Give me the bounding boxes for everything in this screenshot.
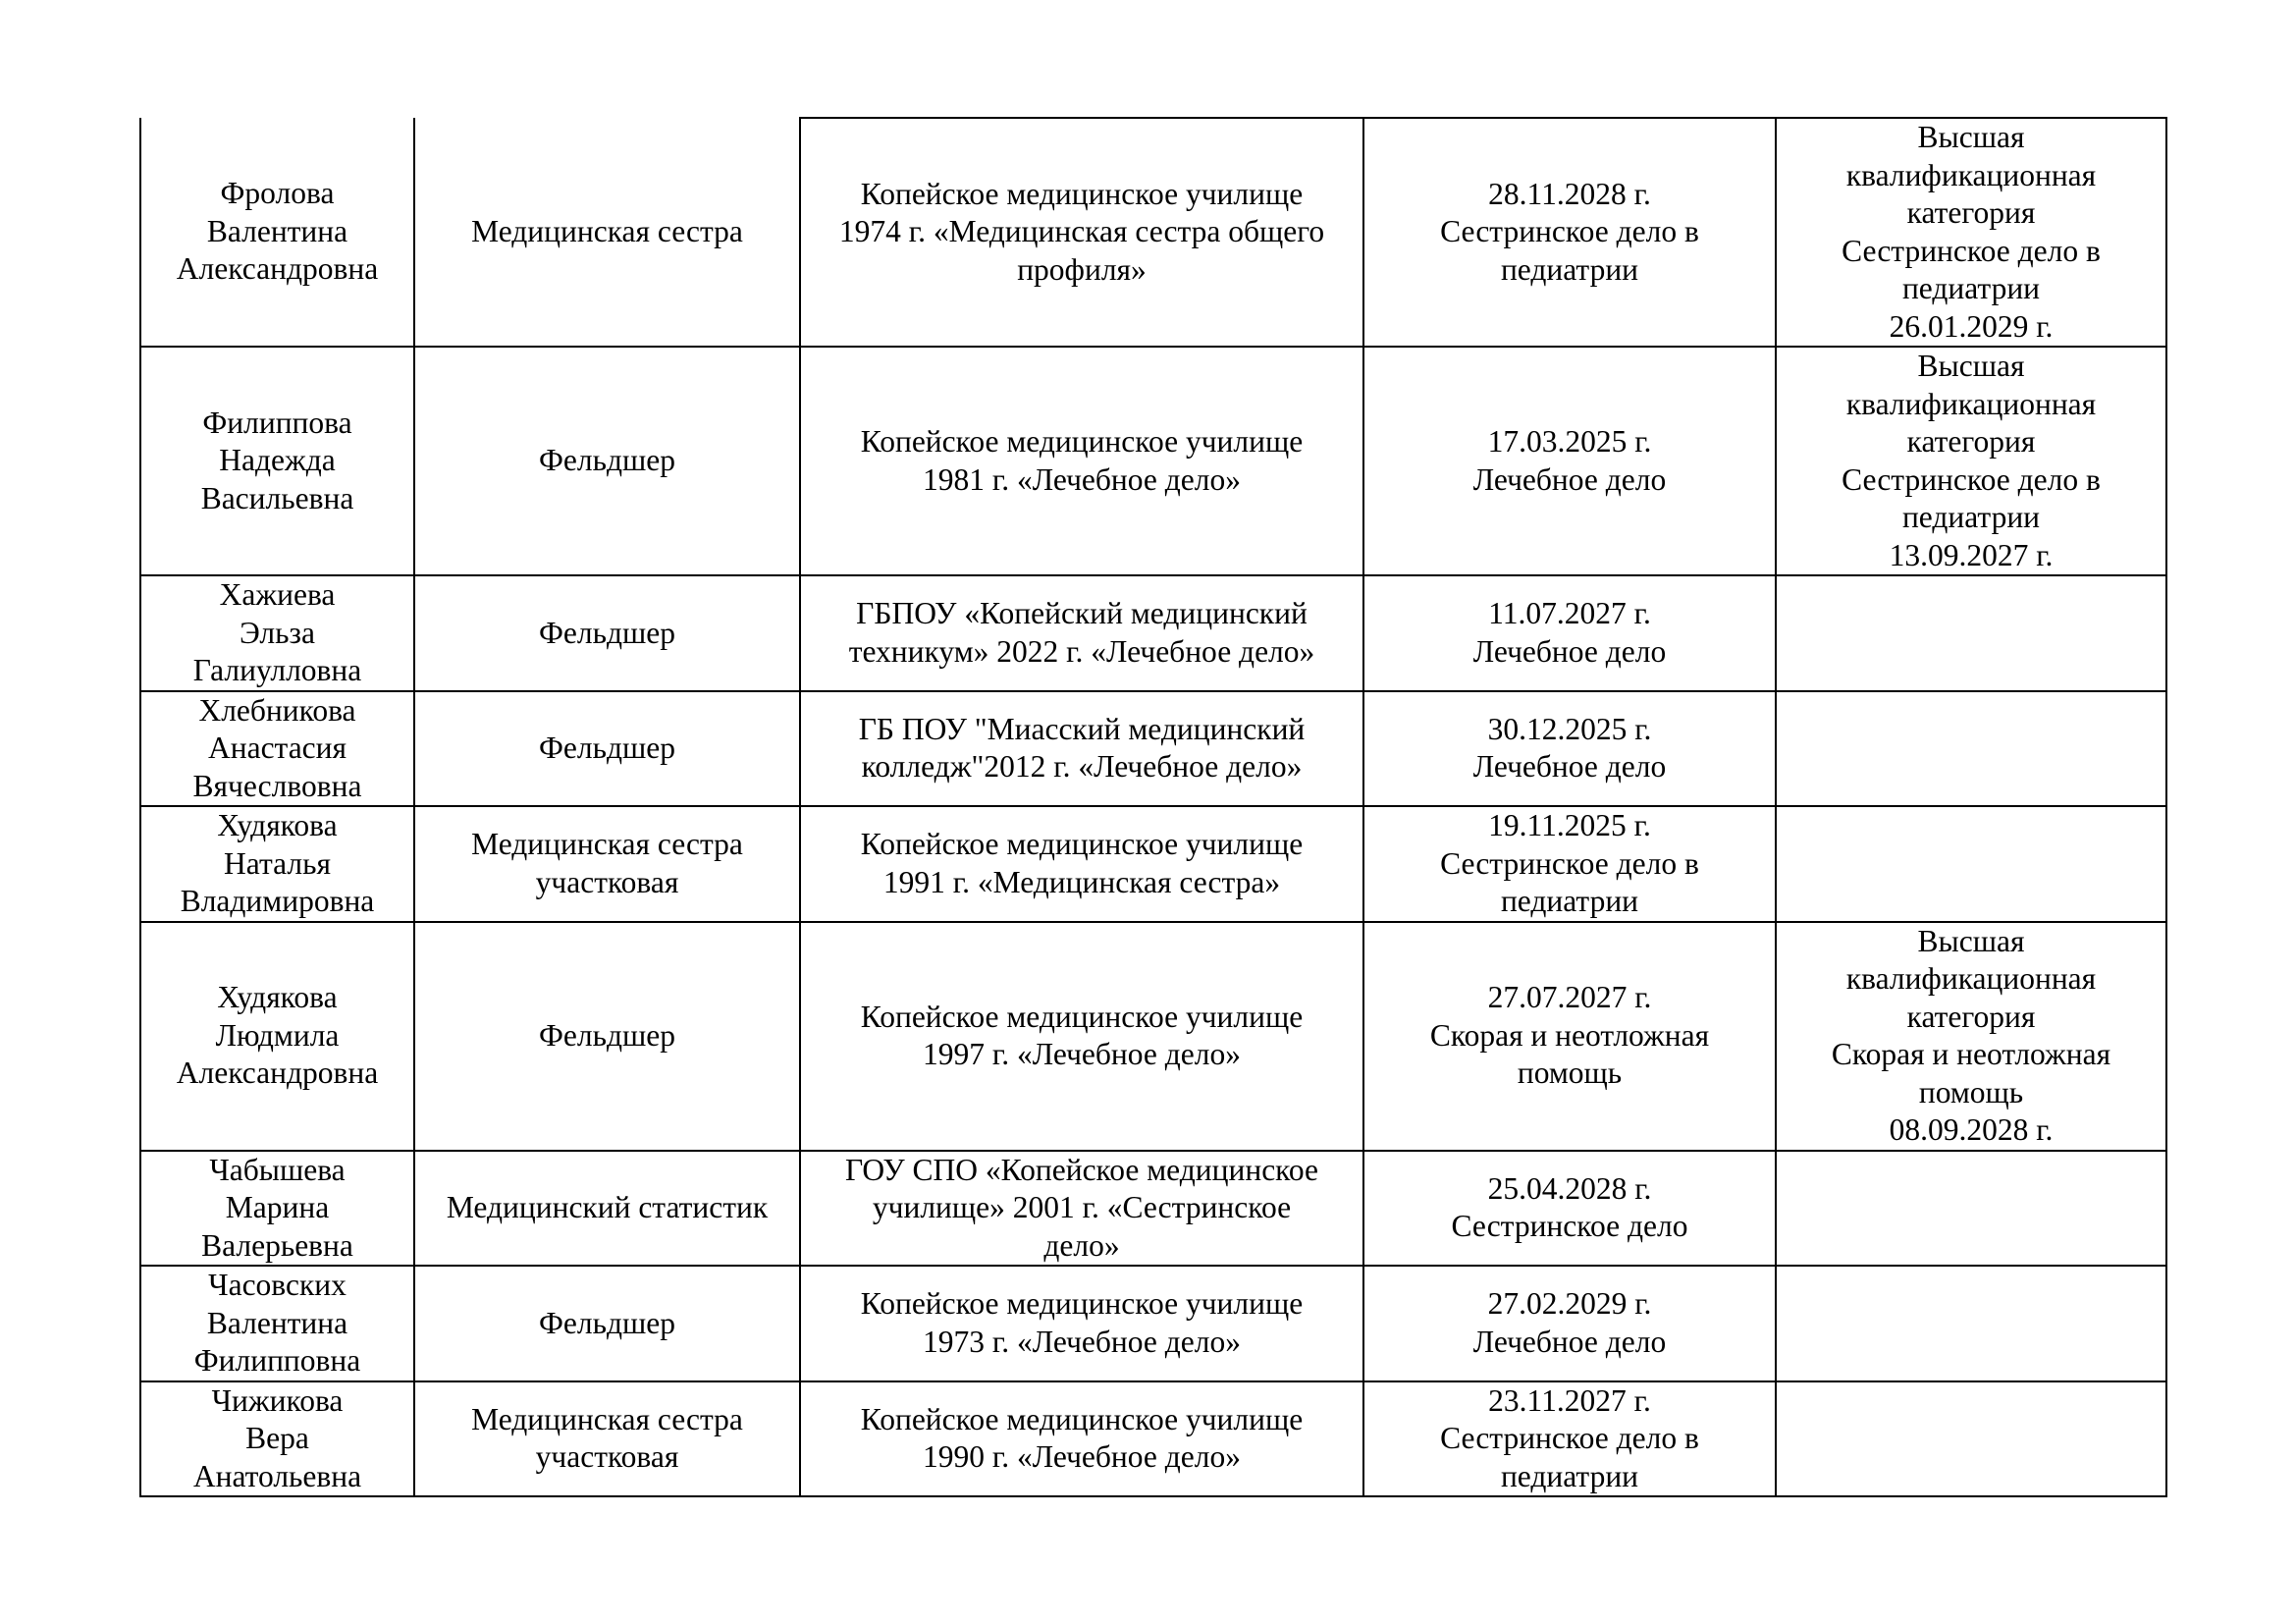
certificate-cell: 28.11.2028 г. Сестринское дело в педиатрии bbox=[1363, 118, 1776, 347]
education-cell: Копейское медицинское училище 1990 г. «Лечебное дело» bbox=[800, 1381, 1363, 1497]
category-cell bbox=[1776, 575, 2166, 691]
education-cell: ГБПОУ «Копейский медицинский техникум» 2022 г. «Лечебное дело» bbox=[800, 575, 1363, 691]
employee-name-cell: Худякова Наталья Владимировна bbox=[140, 806, 414, 922]
table-row bbox=[140, 806, 2166, 922]
employee-name-cell: Хлебникова Анастасия Вячеслвовна bbox=[140, 691, 414, 807]
education-cell: Копейское медицинское училище 1974 г. «Медицинская сестра общего профиля» bbox=[800, 118, 1363, 347]
certificate-cell: 27.02.2029 г. Лечебное дело bbox=[1363, 1266, 1776, 1381]
category-cell: Высшая квалификационная категория Сестринское дело в педиатрии 26.01.2029 г. bbox=[1776, 118, 2166, 347]
employee-name-cell: Худякова Людмила Александровна bbox=[140, 922, 414, 1151]
category-cell bbox=[1776, 1151, 2166, 1267]
position-cell: Медицинская сестра участковая bbox=[414, 1381, 800, 1497]
table-row bbox=[140, 347, 2166, 575]
category-cell: Высшая квалификационная категория Сестринское дело в педиатрии 13.09.2027 г. bbox=[1776, 347, 2166, 575]
employee-name-cell: Чабышева Марина Валерьевна bbox=[140, 1151, 414, 1267]
certificate-cell: 25.04.2028 г. Сестринское дело bbox=[1363, 1151, 1776, 1267]
table-row bbox=[140, 575, 2166, 691]
certificate-cell: 30.12.2025 г. Лечебное дело bbox=[1363, 691, 1776, 807]
employee-name-cell: Хажиева Эльза Галиулловна bbox=[140, 575, 414, 691]
position-cell: Медицинская сестра bbox=[414, 118, 800, 347]
position-cell: Медицинская сестра участковая bbox=[414, 806, 800, 922]
table-row bbox=[140, 691, 2166, 807]
education-cell: Копейское медицинское училище 1997 г. «Лечебное дело» bbox=[800, 922, 1363, 1151]
employee-name-cell: Чижикова Вера Анатольевна bbox=[140, 1381, 414, 1497]
education-cell: Копейское медицинское училище 1973 г. «Лечебное дело» bbox=[800, 1266, 1363, 1381]
category-cell bbox=[1776, 1266, 2166, 1381]
position-cell: Фельдшер bbox=[414, 575, 800, 691]
position-cell: Фельдшер bbox=[414, 691, 800, 807]
education-cell: ГБ ПОУ "Миасский медицинский колледж"2012 г. «Лечебное дело» bbox=[800, 691, 1363, 807]
category-cell bbox=[1776, 1381, 2166, 1497]
position-cell: Фельдшер bbox=[414, 922, 800, 1151]
staff-table bbox=[139, 117, 2167, 1497]
education-cell: Копейское медицинское училище 1991 г. «Медицинская сестра» bbox=[800, 806, 1363, 922]
table-row bbox=[140, 1266, 2166, 1381]
employee-name-cell: Филиппова Надежда Васильевна bbox=[140, 347, 414, 575]
category-cell: Высшая квалификационная категория Скорая и неотложная помощь 08.09.2028 г. bbox=[1776, 922, 2166, 1151]
certificate-cell: 17.03.2025 г. Лечебное дело bbox=[1363, 347, 1776, 575]
certificate-cell: 23.11.2027 г. Сестринское дело в педиатрии bbox=[1363, 1381, 1776, 1497]
education-cell: Копейское медицинское училище 1981 г. «Лечебное дело» bbox=[800, 347, 1363, 575]
education-cell: ГОУ СПО «Копейское медицинское училище» 2001 г. «Сестринское дело» bbox=[800, 1151, 1363, 1267]
table-row bbox=[140, 118, 2166, 347]
certificate-cell: 11.07.2027 г. Лечебное дело bbox=[1363, 575, 1776, 691]
certificate-cell: 27.07.2027 г. Скорая и неотложная помощь bbox=[1363, 922, 1776, 1151]
table-row bbox=[140, 1151, 2166, 1267]
position-cell: Фельдшер bbox=[414, 1266, 800, 1381]
position-cell: Фельдшер bbox=[414, 347, 800, 575]
employee-name-cell: Часовских Валентина Филипповна bbox=[140, 1266, 414, 1381]
employee-name-cell: Фролова Валентина Александровна bbox=[140, 118, 414, 347]
table-row bbox=[140, 1381, 2166, 1497]
position-cell: Медицинский статистик bbox=[414, 1151, 800, 1267]
table-row bbox=[140, 922, 2166, 1151]
category-cell bbox=[1776, 806, 2166, 922]
certificate-cell: 19.11.2025 г. Сестринское дело в педиатрии bbox=[1363, 806, 1776, 922]
category-cell bbox=[1776, 691, 2166, 807]
